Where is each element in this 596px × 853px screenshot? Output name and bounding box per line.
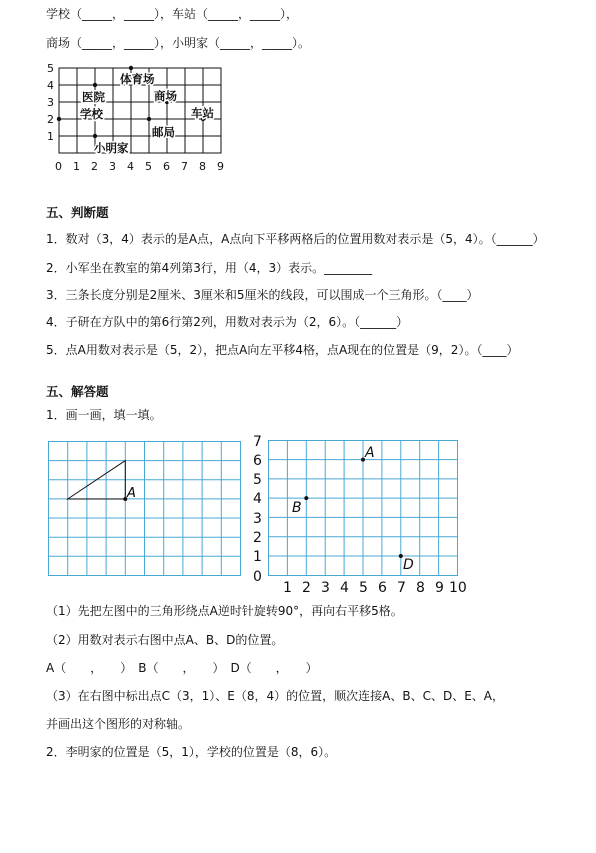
point-b-label: B — [292, 500, 302, 516]
grid-y-label: 2 — [253, 530, 262, 546]
point-d-label: D — [403, 557, 414, 573]
grid-x-label: 6 — [378, 580, 387, 595]
grid-x-label: 8 — [416, 580, 425, 595]
grid-x-label: 10 — [449, 580, 467, 595]
judge-item: 4．子研在方队中的第6行第2列，用数对表示为（2，6）。（______） — [46, 315, 409, 329]
map-y-label: 5 — [47, 62, 54, 75]
judge-item: 5．点A用数对表示是（5，2），把点A向左平移4格，点A现在的位置是（9，2）。（____） — [46, 343, 519, 357]
map-y-label: 1 — [47, 130, 54, 143]
right-coordinate-grid — [248, 433, 473, 595]
grid-x-label: 2 — [302, 580, 311, 595]
grid-x-label: 5 — [359, 580, 368, 595]
point-b — [304, 496, 308, 500]
grid-y-label: 5 — [253, 472, 262, 488]
sub-question-1: （1）先把左图中的三角形绕点A逆时针旋转90°，再向右平移5格。 — [46, 604, 403, 618]
answer-section-title: 五、解答题 — [46, 384, 109, 399]
place-map-figure — [42, 62, 228, 178]
map-x-label: 8 — [199, 160, 206, 173]
map-place-label: 邮局 — [152, 125, 175, 139]
answer-blanks: A（ ， ） B（ ， ） D（ ， ） — [46, 661, 318, 675]
left-point-a-label: A — [127, 486, 136, 501]
map-place-label: 车站 — [191, 106, 214, 120]
grid-x-label: 1 — [283, 580, 292, 595]
grid-x-label: 7 — [397, 580, 406, 595]
judge-section-title: 五、判断题 — [46, 205, 109, 220]
map-y-label: 4 — [47, 79, 54, 92]
map-x-label: 2 — [91, 160, 98, 173]
grid-y-label: 3 — [253, 511, 262, 527]
map-y-label: 2 — [47, 113, 54, 126]
grid-y-label: 4 — [253, 491, 262, 507]
grid-y-label: 7 — [253, 434, 262, 450]
grid-y-label: 1 — [253, 549, 262, 565]
point-a-label: A — [365, 445, 375, 461]
sub-question-2: （2）用数对表示右图中点A、B、D的位置。 — [46, 633, 284, 647]
grid-x-label: 4 — [340, 580, 349, 595]
question-1: 1．画一画，填一填。 — [46, 408, 162, 422]
map-x-label: 7 — [181, 160, 188, 173]
judge-item: 2．小军坐在教室的第4列第3行，用（4，3）表示。________ — [46, 261, 373, 275]
map-x-label: 1 — [73, 160, 80, 173]
map-x-label: 4 — [127, 160, 134, 173]
top-line-1: 学校（_____，_____），车站（_____，_____）， — [46, 7, 299, 21]
grid-x-label: 3 — [321, 580, 330, 595]
map-place-label: 医院 — [82, 90, 105, 104]
map-y-label: 3 — [47, 96, 54, 109]
map-x-label: 9 — [217, 160, 224, 173]
map-x-label: 3 — [109, 160, 116, 173]
map-place-label: 学校 — [80, 107, 103, 121]
sub-question-3: （3）在右图中标出点C（3，1）、E（8，4）的位置，顺次连接A、B、C、D、E、A， — [46, 689, 504, 703]
top-line-2: 商场（_____，_____），小明家（_____，_____）。 — [46, 36, 311, 50]
grid-y-label: 6 — [253, 453, 262, 469]
map-x-label: 0 — [55, 160, 62, 173]
map-place-label: 商场 — [154, 89, 177, 103]
sub-question-3-cont: 并画出这个图形的对称轴。 — [46, 717, 191, 731]
left-grid-figure — [48, 441, 244, 579]
judge-item: 1．数对（3，4）表示的是A点，A点向下平移两格后的位置用数对表示是（5，4）。（______） — [46, 232, 545, 246]
judge-item: 3．三条长度分别是2厘米、3厘米和5厘米的线段，可以围成一个三角形。（____） — [46, 288, 479, 302]
question-2: 2．李明家的位置是（5，1），学校的位置是（8，6）。 — [46, 745, 337, 759]
map-x-label: 6 — [163, 160, 170, 173]
map-place-label: 体育场 — [120, 72, 155, 86]
map-place-label: 小明家 — [94, 141, 129, 155]
map-x-label: 5 — [145, 160, 152, 173]
grid-x-label: 9 — [435, 580, 444, 595]
grid-y-label: 0 — [253, 569, 262, 585]
